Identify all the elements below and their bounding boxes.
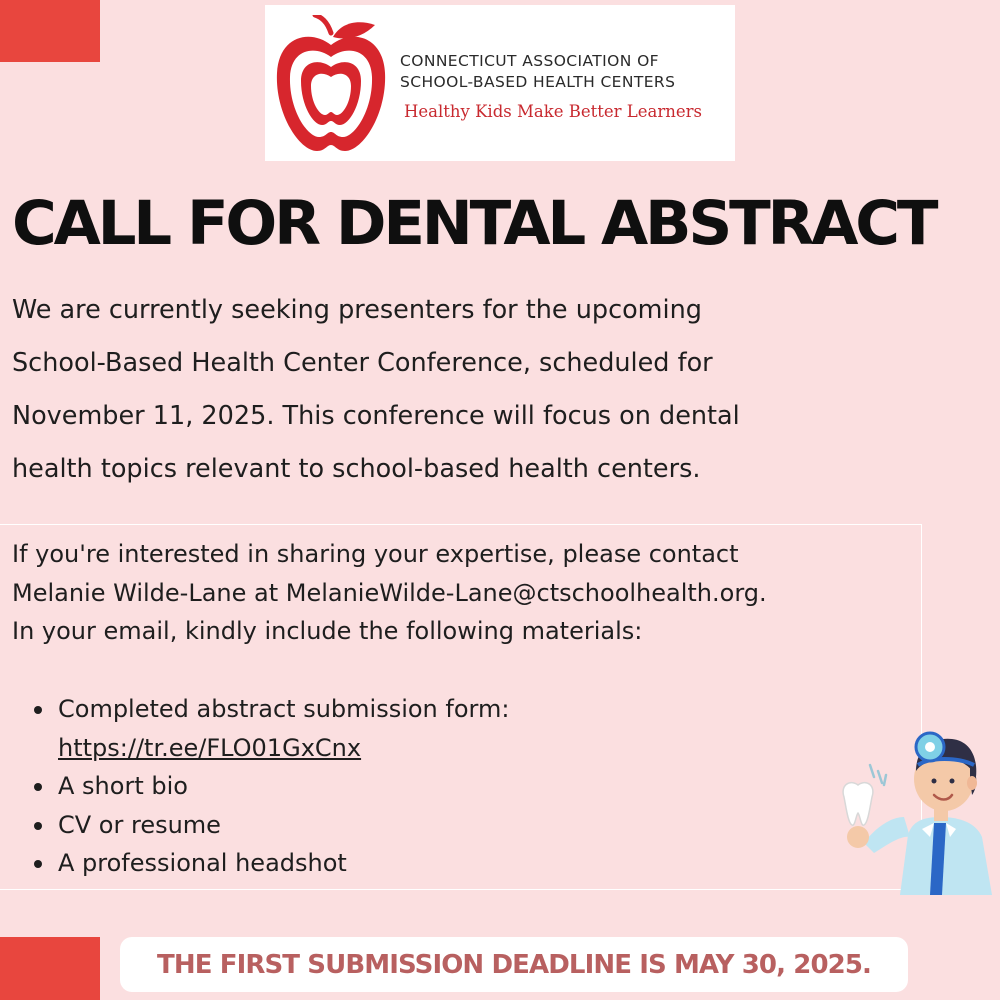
org-name-line1: CONNECTICUT ASSOCIATION OF xyxy=(400,52,659,70)
deadline-text: THE FIRST SUBMISSION DEADLINE IS MAY 30, 2025. xyxy=(157,949,871,980)
logo-banner xyxy=(265,5,735,161)
contact-line: In your email, kindly include the following materials: xyxy=(12,617,643,645)
contact-line: If you're interested in sharing your expertise, please contact xyxy=(12,540,739,568)
dentist-holding-tooth-icon xyxy=(830,725,1000,895)
list-item: CV or resume xyxy=(58,806,509,845)
submission-form-link[interactable]: https://tr.ee/FLO01GxCnx xyxy=(58,733,362,762)
intro-line: We are currently seeking presenters for the upcoming xyxy=(12,295,702,325)
list-item: A short bio xyxy=(58,767,509,806)
contact-line: Melanie Wilde-Lane at MelanieWilde-Lane@ctschoolhealth.org. xyxy=(12,578,767,607)
page-title: CALL FOR DENTAL ABSTRACT xyxy=(12,188,936,259)
materials-list xyxy=(58,690,509,883)
deadline-banner xyxy=(120,937,908,992)
contact-paragraph xyxy=(12,535,922,651)
org-name-line2: SCHOOL-BASED HEALTH CENTERS xyxy=(400,73,676,91)
list-item xyxy=(58,690,509,767)
apple-logo-icon xyxy=(271,15,391,155)
intro-paragraph xyxy=(12,284,952,496)
intro-line: November 11, 2025. This conference will focus on dental xyxy=(12,401,740,431)
corner-accent-bottom-left xyxy=(0,937,100,1000)
list-item: A professional headshot xyxy=(58,844,509,883)
submission-form-label: Completed abstract submission form: xyxy=(58,695,510,723)
intro-line: School-Based Health Center Conference, scheduled for xyxy=(12,348,713,378)
org-tagline: Healthy Kids Make Better Learners xyxy=(404,102,702,121)
intro-line: health topics relevant to school-based health centers. xyxy=(12,454,701,484)
corner-accent-top-left xyxy=(0,0,100,62)
